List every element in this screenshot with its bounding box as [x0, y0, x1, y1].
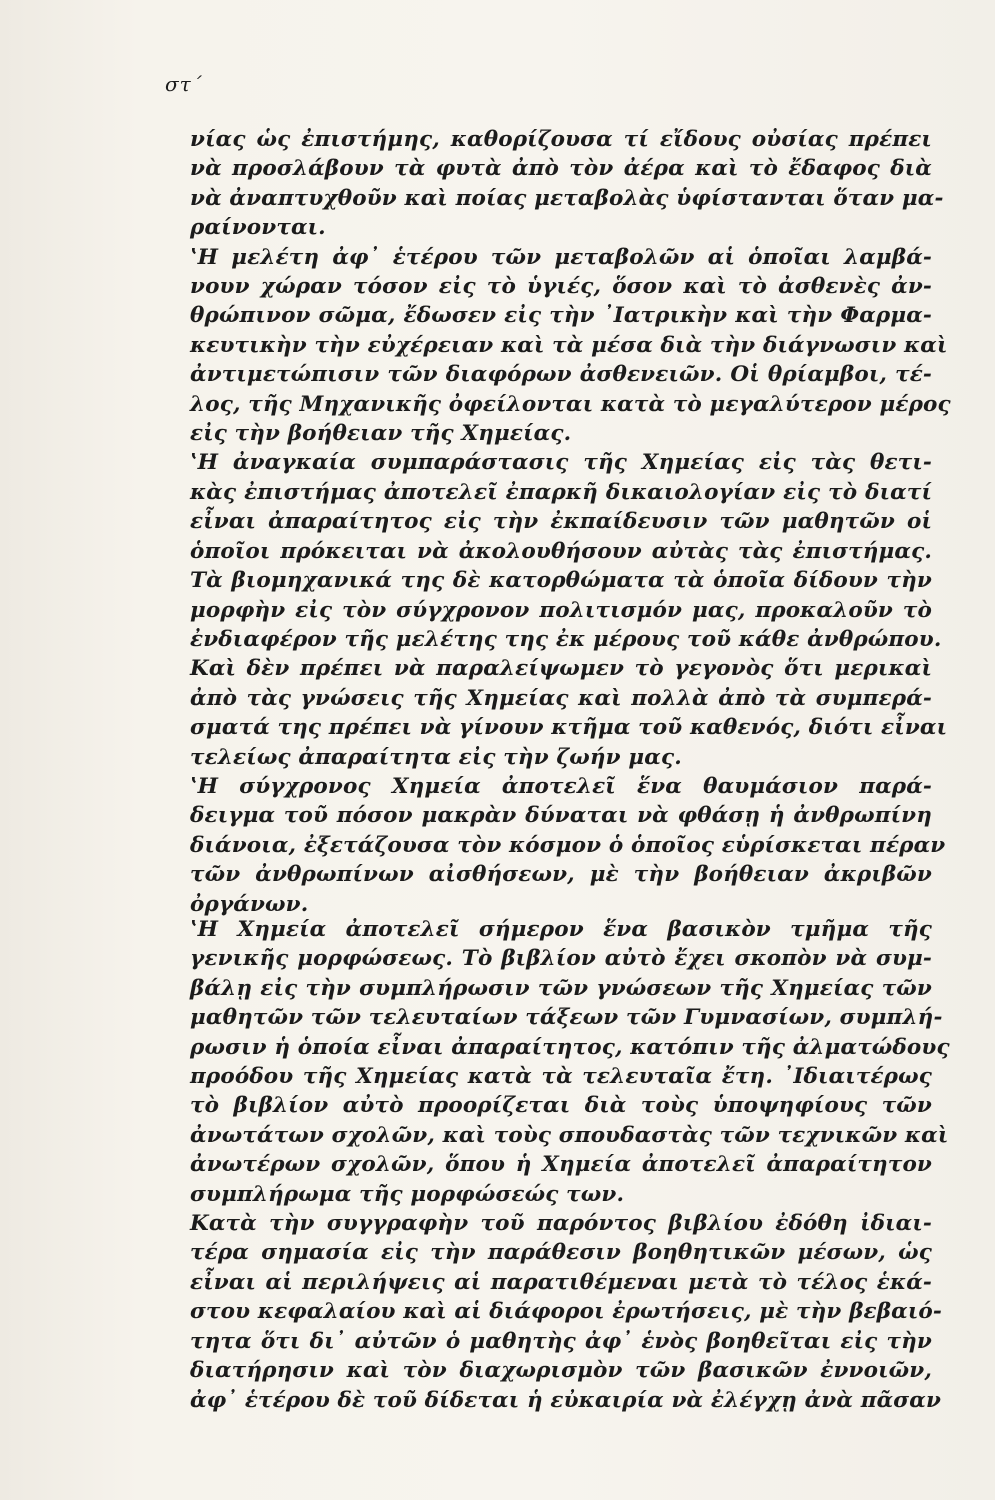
- text-line: τέρα σημασία εἰς τὴν παράθεσιν βοηθητικῶν μέσων, ὡς: [190, 1240, 932, 1266]
- text-line: ἀντιμετώπισιν τῶν διαφόρων ἀσθενειῶν. Οἱ θρίαμβοι, τέ-: [190, 362, 932, 388]
- text-line: βάλῃ εἰς τὴν συμπλήρωσιν τῶν γνώσεων τῆς Χημείας τῶν: [190, 975, 932, 1001]
- text-line: ʽΗ μελέτη ἀφ᾽ ἑτέρου τῶν μεταβολῶν αἱ ὁποῖαι λαμβά-: [190, 244, 932, 270]
- text-line: στου κεφαλαίου καὶ αἱ διάφοροι ἐρωτήσεις, μὲ τὴν βεβαιό-: [190, 1299, 942, 1325]
- text-line: νουν χώραν τόσον εἰς τὸ ὑγιές, ὅσον καὶ τὸ ἀσθενὲς ἀν-: [190, 274, 932, 300]
- text-line: ρωσιν ἡ ὁποία εἶναι ἀπαραίτητος, κατόπιν τῆς ἀλματώδους: [190, 1034, 950, 1060]
- text-line: εἰς τὴν βοήθειαν τῆς Χημείας.: [190, 421, 572, 447]
- text-line: ʽΗ Χημεία ἀποτελεῖ σήμερον ἕνα βασικὸν τμῆμα τῆς: [190, 917, 932, 942]
- text-line: διατήρησιν καὶ τὸν διαχωρισμὸν τῶν βασικῶν ἐννοιῶν,: [190, 1358, 932, 1384]
- text-line: ὁποῖοι πρόκειται νὰ ἀκολουθήσουν αὐτὰς τὰς ἐπιστήμας.: [190, 538, 932, 564]
- text-line: σματά της πρέπει νὰ γίνουν κτῆμα τοῦ καθενός, διότι εἶναι: [190, 715, 948, 741]
- text-line: νίας ὡς ἐπιστήμης, καθορίζουσα τί εἴδους οὐσίας πρέπει: [190, 127, 932, 152]
- text-line: ὀργάνων.: [190, 891, 309, 917]
- text-line: εἶναι ἀπαραίτητος εἰς τὴν ἐκπαίδευσιν τῶν μαθητῶν οἱ: [190, 509, 932, 535]
- text-line: εἶναι αἱ περιλήψεις αἱ παρατιθέμεναι μετὰ τὸ τέλος ἑκά-: [190, 1269, 932, 1295]
- text-line: νὰ ἀναπτυχθοῦν καὶ ποίας μεταβολὰς ὑφίστανται ὅταν μα-: [190, 185, 944, 211]
- text-line: τελείως ἀπαραίτητα εἰς τὴν ζωήν μας.: [190, 744, 682, 770]
- text-line: ἀπὸ τὰς γνώσεις τῆς Χημείας καὶ πολλὰ ἀπὸ τὰ συμπερά-: [190, 685, 932, 711]
- text-line: κευτικὴν τὴν εὐχέρειαν καὶ τὰ μέσα διὰ τὴν διάγνωσιν καὶ: [190, 332, 948, 358]
- text-line: Τὰ βιομηχανικά της δὲ κατορθώματα τὰ ὁποῖα δίδουν τὴν: [190, 568, 932, 594]
- text-line: τητα ὅτι δι᾽ αὐτῶν ὁ μαθητὴς ἀφ᾽ ἑνὸς βοηθεῖται εἰς τὴν: [190, 1328, 932, 1354]
- text-line: συμπλήρωμα τῆς μορφώσεώς των.: [190, 1181, 625, 1207]
- text-line: νὰ προσλάβουν τὰ φυτὰ ἀπὸ τὸν ἀέρα καὶ τὸ ἔδαφος διὰ: [190, 156, 932, 182]
- text-line: γενικῆς μορφώσεως. Τὸ βιβλίον αὐτὸ ἔχει σκοπὸν νὰ συμ-: [190, 946, 932, 972]
- text-line: ραίνονται.: [190, 215, 326, 241]
- text-line: μορφὴν εἰς τὸν σύγχρονον πολιτισμόν μας, προκαλοῦν τὸ: [190, 597, 932, 623]
- text-line: ʽΗ σύγχρονος Χημεία ἀποτελεῖ ἕνα θαυμάσιον παρά-: [190, 773, 932, 799]
- text-line: Καὶ δὲν πρέπει νὰ παραλείψωμεν τὸ γεγονὸς ὅτι μερικαὶ: [190, 656, 932, 682]
- text-line: διάνοια, ἐξετάζουσα τὸν κόσμον ὁ ὁποῖος εὑρίσκεται πέραν: [190, 832, 946, 858]
- text-line: μαθητῶν τῶν τελευταίων τάξεων τῶν Γυμνασίων, συμπλή-: [190, 1005, 943, 1031]
- page-number: στ΄: [165, 72, 203, 96]
- text-section-2: [190, 915, 950, 1415]
- text-line: ἀνωτέρων σχολῶν, ὅπου ἡ Χημεία ἀποτελεῖ ἀπαραίτητον: [190, 1152, 932, 1178]
- text-line: προόδου τῆς Χημείας κατὰ τὰ τελευταῖα ἔτη. ᾽Ιδιαιτέρως: [190, 1064, 932, 1090]
- text-line: θρώπινον σῶμα, ἔδωσεν εἰς τὴν ᾽Ιατρικὴν καὶ τὴν Φαρμα-: [190, 303, 932, 329]
- text-line: ἀνωτάτων σχολῶν, καὶ τοὺς σπουδαστὰς τῶν τεχνικῶν καὶ: [190, 1122, 949, 1148]
- text-line: ἐνδιαφέρον τῆς μελέτης της ἐκ μέρους τοῦ κάθε ἀνθρώπου.: [190, 626, 942, 652]
- text-line: λος, τῆς Μηχανικῆς ὀφείλονται κατὰ τὸ μεγαλύτερον μέρος: [190, 391, 951, 417]
- text-line: ʽΗ ἀναγκαία συμπαράστασις τῆς Χημείας εἰς τὰς θετι-: [190, 450, 932, 476]
- text-line: ἀφ᾽ ἑτέρου δὲ τοῦ δίδεται ἡ εὐκαιρία νὰ ἐλέγχῃ ἀνὰ πᾶσαν: [190, 1387, 942, 1413]
- text-line: δειγμα τοῦ πόσον μακρὰν δύναται νὰ φθάσῃ ἡ ἀνθρωπίνη: [190, 803, 932, 829]
- text-line: τῶν ἀνθρωπίνων αἰσθήσεων, μὲ τὴν βοήθειαν ἀκριβῶν: [190, 862, 932, 888]
- text-line: τὸ βιβλίον αὐτὸ προορίζεται διὰ τοὺς ὑποψηφίους τῶν: [190, 1093, 932, 1119]
- text-line: κὰς ἐπιστήμας ἀποτελεῖ ἐπαρκῆ δικαιολογίαν εἰς τὸ διατί: [190, 479, 932, 505]
- text-section-1: [190, 125, 951, 919]
- text-line: Κατὰ τὴν συγγραφὴν τοῦ παρόντος βιβλίου ἐδόθη ἰδιαι-: [190, 1211, 932, 1237]
